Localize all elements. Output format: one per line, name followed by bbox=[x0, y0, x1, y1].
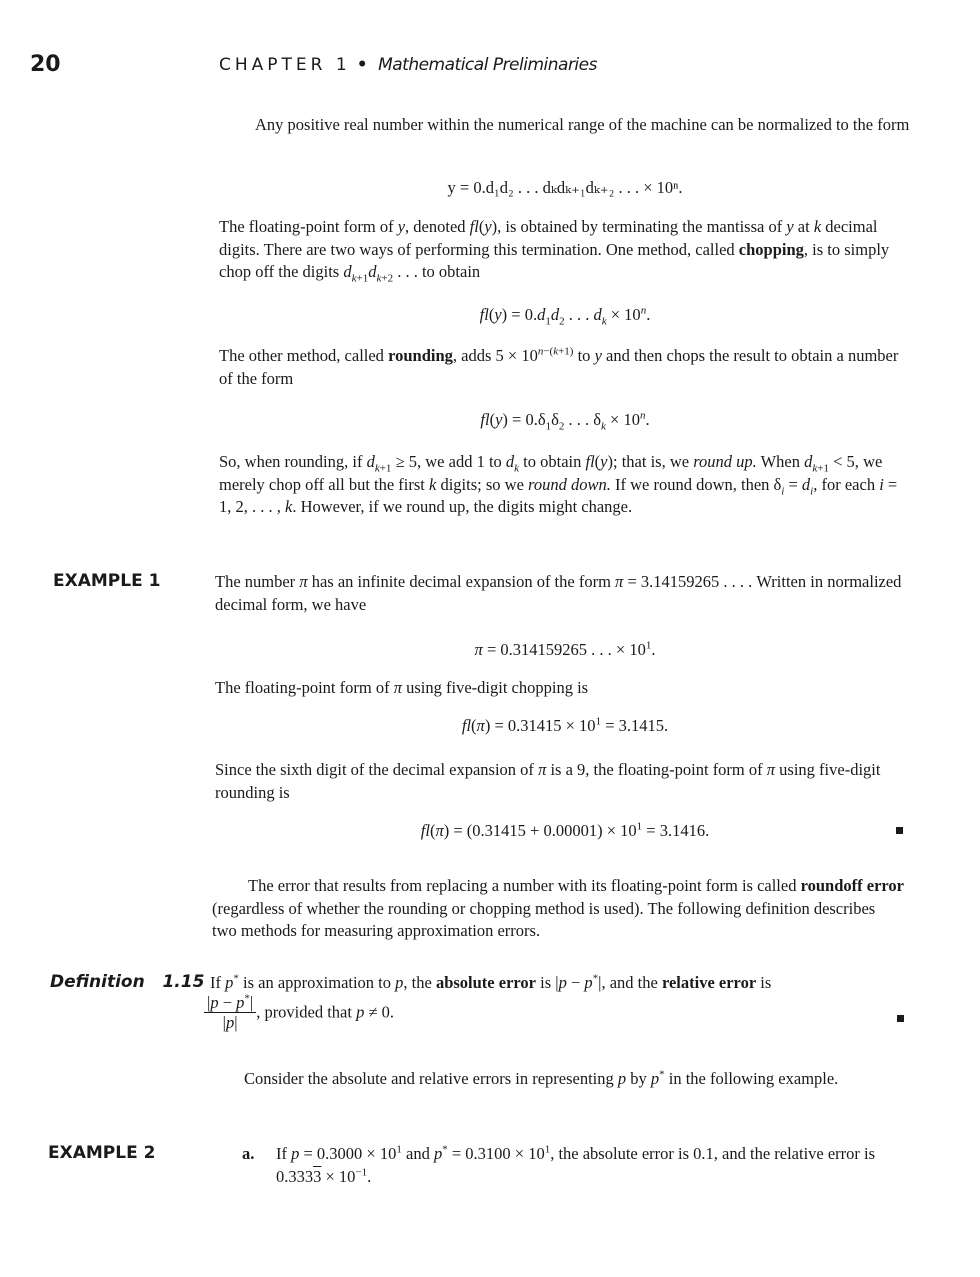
relative-error-fraction: $\frac{|p - p^*|}{|p|}$ bbox=[204, 994, 256, 1033]
end-of-example-mark bbox=[896, 827, 903, 834]
example-2-label: EXAMPLE 2 bbox=[48, 1143, 156, 1163]
equation-normalized-form: y = 0.d₁d₂ . . . dₖdₖ₊₁dₖ₊₂ . . . × 10ⁿ. bbox=[447, 178, 683, 197]
definition-fraction-line: $\frac{|p - p^*|}{|p|}$ , provided that p ≠ 0. bbox=[204, 994, 904, 1033]
chapter-label: CHAPTER 1 bbox=[219, 55, 351, 75]
example-1-label: EXAMPLE 1 bbox=[53, 571, 161, 591]
floating-point-paragraph: The floating-point form of y, denoted fl(y), is obtained by terminating the mantissa of y at k decimal digits. There are two ways of performing this termination. One method, called chopping, is to simply chop off the digits $d_{k+1}d_{k+2}$ . . . to obtain bbox=[219, 217, 890, 285]
consider-paragraph: Consider the absolute and relative errors in representing p by p* in the following example. bbox=[244, 1068, 839, 1088]
equation-rounding: $fl(y) = 0.\delta_1\delta_2$ . . . $\delta_k \times 10^n$. bbox=[480, 409, 650, 433]
equation-pi-normalized: π = 0.314159265 . . . × $10^1$. bbox=[474, 639, 656, 659]
example-1-paragraph: The number π has an infinite decimal expansion of the form π = 3.14159265 . . . . Written in normalized decimal form, we have bbox=[215, 572, 902, 614]
example-2-text: If $p = 0.3000 \times 10^1$ and $p^* = 0.3100 \times 10^1$, the absolute error is 0.1, and the relative error is $0.3333 \times 10^{-1}$. bbox=[276, 1143, 876, 1186]
example-1-rounding-text: Since the sixth digit of the decimal expansion of π is a 9, the floating-point form of π using five-digit rounding is bbox=[215, 760, 881, 802]
definition-text: If p* is an approximation to p, the absolute error is |p − p*|, and the relative error is bbox=[210, 972, 772, 992]
equation-chopping: $fl(y) = 0.d_1d_2$ . . . $d_k \times 10^n$. bbox=[479, 304, 651, 328]
header-separator: • bbox=[356, 55, 369, 75]
equation-pi-chopping: $fl(\pi) = 0.31415 \times 10^1 = 3.1415$. bbox=[461, 715, 669, 735]
chapter-title: Mathematical Preliminaries bbox=[378, 55, 597, 75]
equation-pi-rounding: $fl(\pi) = (0.31415 + 0.00001) \times 10^1 = 3.1416$. bbox=[420, 820, 710, 840]
roundoff-paragraph: The error that results from replacing a number with its floating-point form is called roundoff error (regardless of whether the rounding or chopping method is used). The following definition describes two methods for measuring approximation errors. bbox=[212, 876, 905, 940]
page-number: 20 bbox=[30, 52, 61, 77]
example-2-item-a: a. bbox=[242, 1144, 255, 1163]
rounding-rule-paragraph: So, when rounding, if $d_{k+1} \ge 5$, we add 1 to $d_k$ to obtain fl(y); that is, we round up. When $d_{k+1} < 5$, we merely chop off all but the first k digits; so we round down. If we round down, then $\delta_i = d_i$, for each i = 1, 2, . . . , k. However, if we round up, the digits might change. bbox=[219, 452, 898, 516]
term-rounding: rounding bbox=[388, 346, 453, 365]
intro-paragraph: Any positive real number within the numerical range of the machine can be normalized to the form bbox=[255, 115, 910, 134]
term-chopping: chopping bbox=[738, 239, 804, 259]
rounding-paragraph: The other method, called rounding, adds $5 \times 10^{n-(k+1)}$ to y and then chops the result to obtain a number of the form bbox=[219, 345, 899, 388]
running-header bbox=[219, 55, 597, 75]
end-of-definition-mark bbox=[897, 1015, 904, 1022]
term-roundoff-error: roundoff error bbox=[800, 876, 905, 895]
definition-label: Definition 1.15 bbox=[50, 972, 205, 992]
example-1-chopping-text: The floating-point form of π using five-digit chopping is bbox=[215, 678, 589, 697]
